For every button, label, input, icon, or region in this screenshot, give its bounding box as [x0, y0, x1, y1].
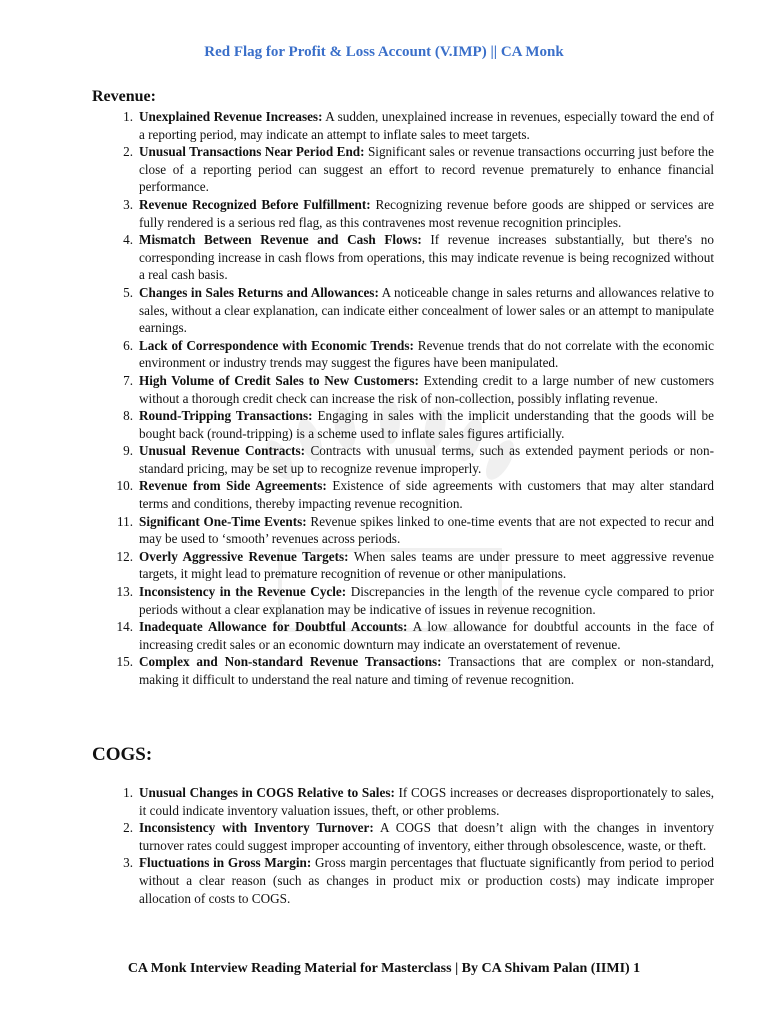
list-item: 6. Lack of Correspondence with Economic Trends: Revenue trends that do not correlate with the economic environment or industry trends may suggest the figures have been manipulated. — [123, 337, 714, 371]
list-item: 12. Overly Aggressive Revenue Targets: When sales teams are under pressure to meet aggressive revenue targets, it might lead to premature recognition of revenue or other manipulations. — [116, 548, 714, 582]
list-item: 8. Round-Tripping Transactions: Engaging in sales with the implicit understanding that the goods will be bought back (round-tripping) is a scheme used to inflate sales figures artificially. — [123, 408, 714, 441]
list-item: 3. Fluctuations in Gross Margin: Gross margin percentages that fluctuate significantly from period to period without a clear reason (such as changes in product mix or production costs) may indicate improper allocation of costs to COGS. — [123, 855, 714, 906]
list-item: 3. Revenue Recognized Before Fulfillment: Recognizing revenue before goods are shipped or services are fully rendered is a serious red flag, as this contravenes most revenue recognition principles. — [123, 196, 714, 230]
list-item: 11. Significant One-Time Events: Revenue spikes linked to one-time events that are not expected to recur and may be used to ‘smooth’ revenues across periods. — [117, 513, 714, 547]
revenue-heading: Revenue: — [92, 88, 156, 105]
list-item: 7. High Volume of Credit Sales to New Customers: Extending credit to a large number of new customers without a thorough credit check can increase the risk of non-collection, possibly inflating revenue. — [123, 372, 714, 406]
list-item: 15. Complex and Non-standard Revenue Transactions: Transactions that are complex or non-standard, making it difficult to understand the real nature and timing of revenue recognition. — [116, 654, 715, 687]
list-item: 14. Inadequate Allowance for Doubtful Accounts: A low allowance for doubtful accounts in the face of increasing credit sales or an economic downturn may indicate an overstatement of revenue. — [116, 619, 715, 652]
list-item: 1. Unexplained Revenue Increases: A sudden, unexplained increase in revenues, especially toward the end of a reporting period, may indicate an attempt to inflate sales to meet targets. — [123, 109, 714, 142]
list-item: 5. Changes in Sales Returns and Allowances: A noticeable change in sales returns and allowances relative to sales, without a clear explanation, can indicate either concealment of lower sales or an attempt to manipulate earnings. — [123, 284, 714, 336]
list-item: 4. Mismatch Between Revenue and Cash Flows: If revenue increases substantially, but there's no corresponding increase in cash flows from operations, this may indicate revenue is being recognized without a real cash basis. — [123, 232, 714, 283]
revenue-list — [116, 108, 715, 689]
cogs-list — [123, 784, 715, 907]
page-footer: CA Monk Interview Reading Material for Masterclass | By CA Shivam Palan (IIMI) 1 — [127, 961, 641, 976]
cogs-heading: COGS: — [92, 744, 153, 765]
list-item: 1. Unusual Changes in COGS Relative to Sales: If COGS increases or decreases disproportionately to sales, it could indicate inventory valuation issues, theft, or other problems. — [123, 785, 715, 818]
page-title: Red Flag for Profit & Loss Account (V.IMP) || CA Monk — [204, 44, 564, 60]
list-item: 2. Unusual Transactions Near Period End: Significant sales or revenue transactions occurring just before the close of a reporting period can suggest an effort to record revenue prematurely to enhance financial performance. — [123, 144, 715, 195]
list-item: 10. Revenue from Side Agreements: Existence of side agreements with customers that may alter standard terms and conditions, thereby impacting revenue recognition. — [116, 478, 714, 512]
list-item: 2. Inconsistency with Inventory Turnover: A COGS that doesn’t align with the changes in inventory turnover rates could suggest improper accounting of inventory, either through obsolescence, waste, or theft. — [123, 820, 714, 853]
list-item: 13. Inconsistency in the Revenue Cycle: Discrepancies in the length of the revenue cycle compared to prior periods without a clear explanation may be indicative of issues in revenue recognition. — [116, 584, 714, 617]
list-item: 9. Unusual Revenue Contracts: Contracts with unusual terms, such as extended payment periods or non-standard pricing, may be set up to recognize revenue improperly. — [123, 443, 714, 476]
